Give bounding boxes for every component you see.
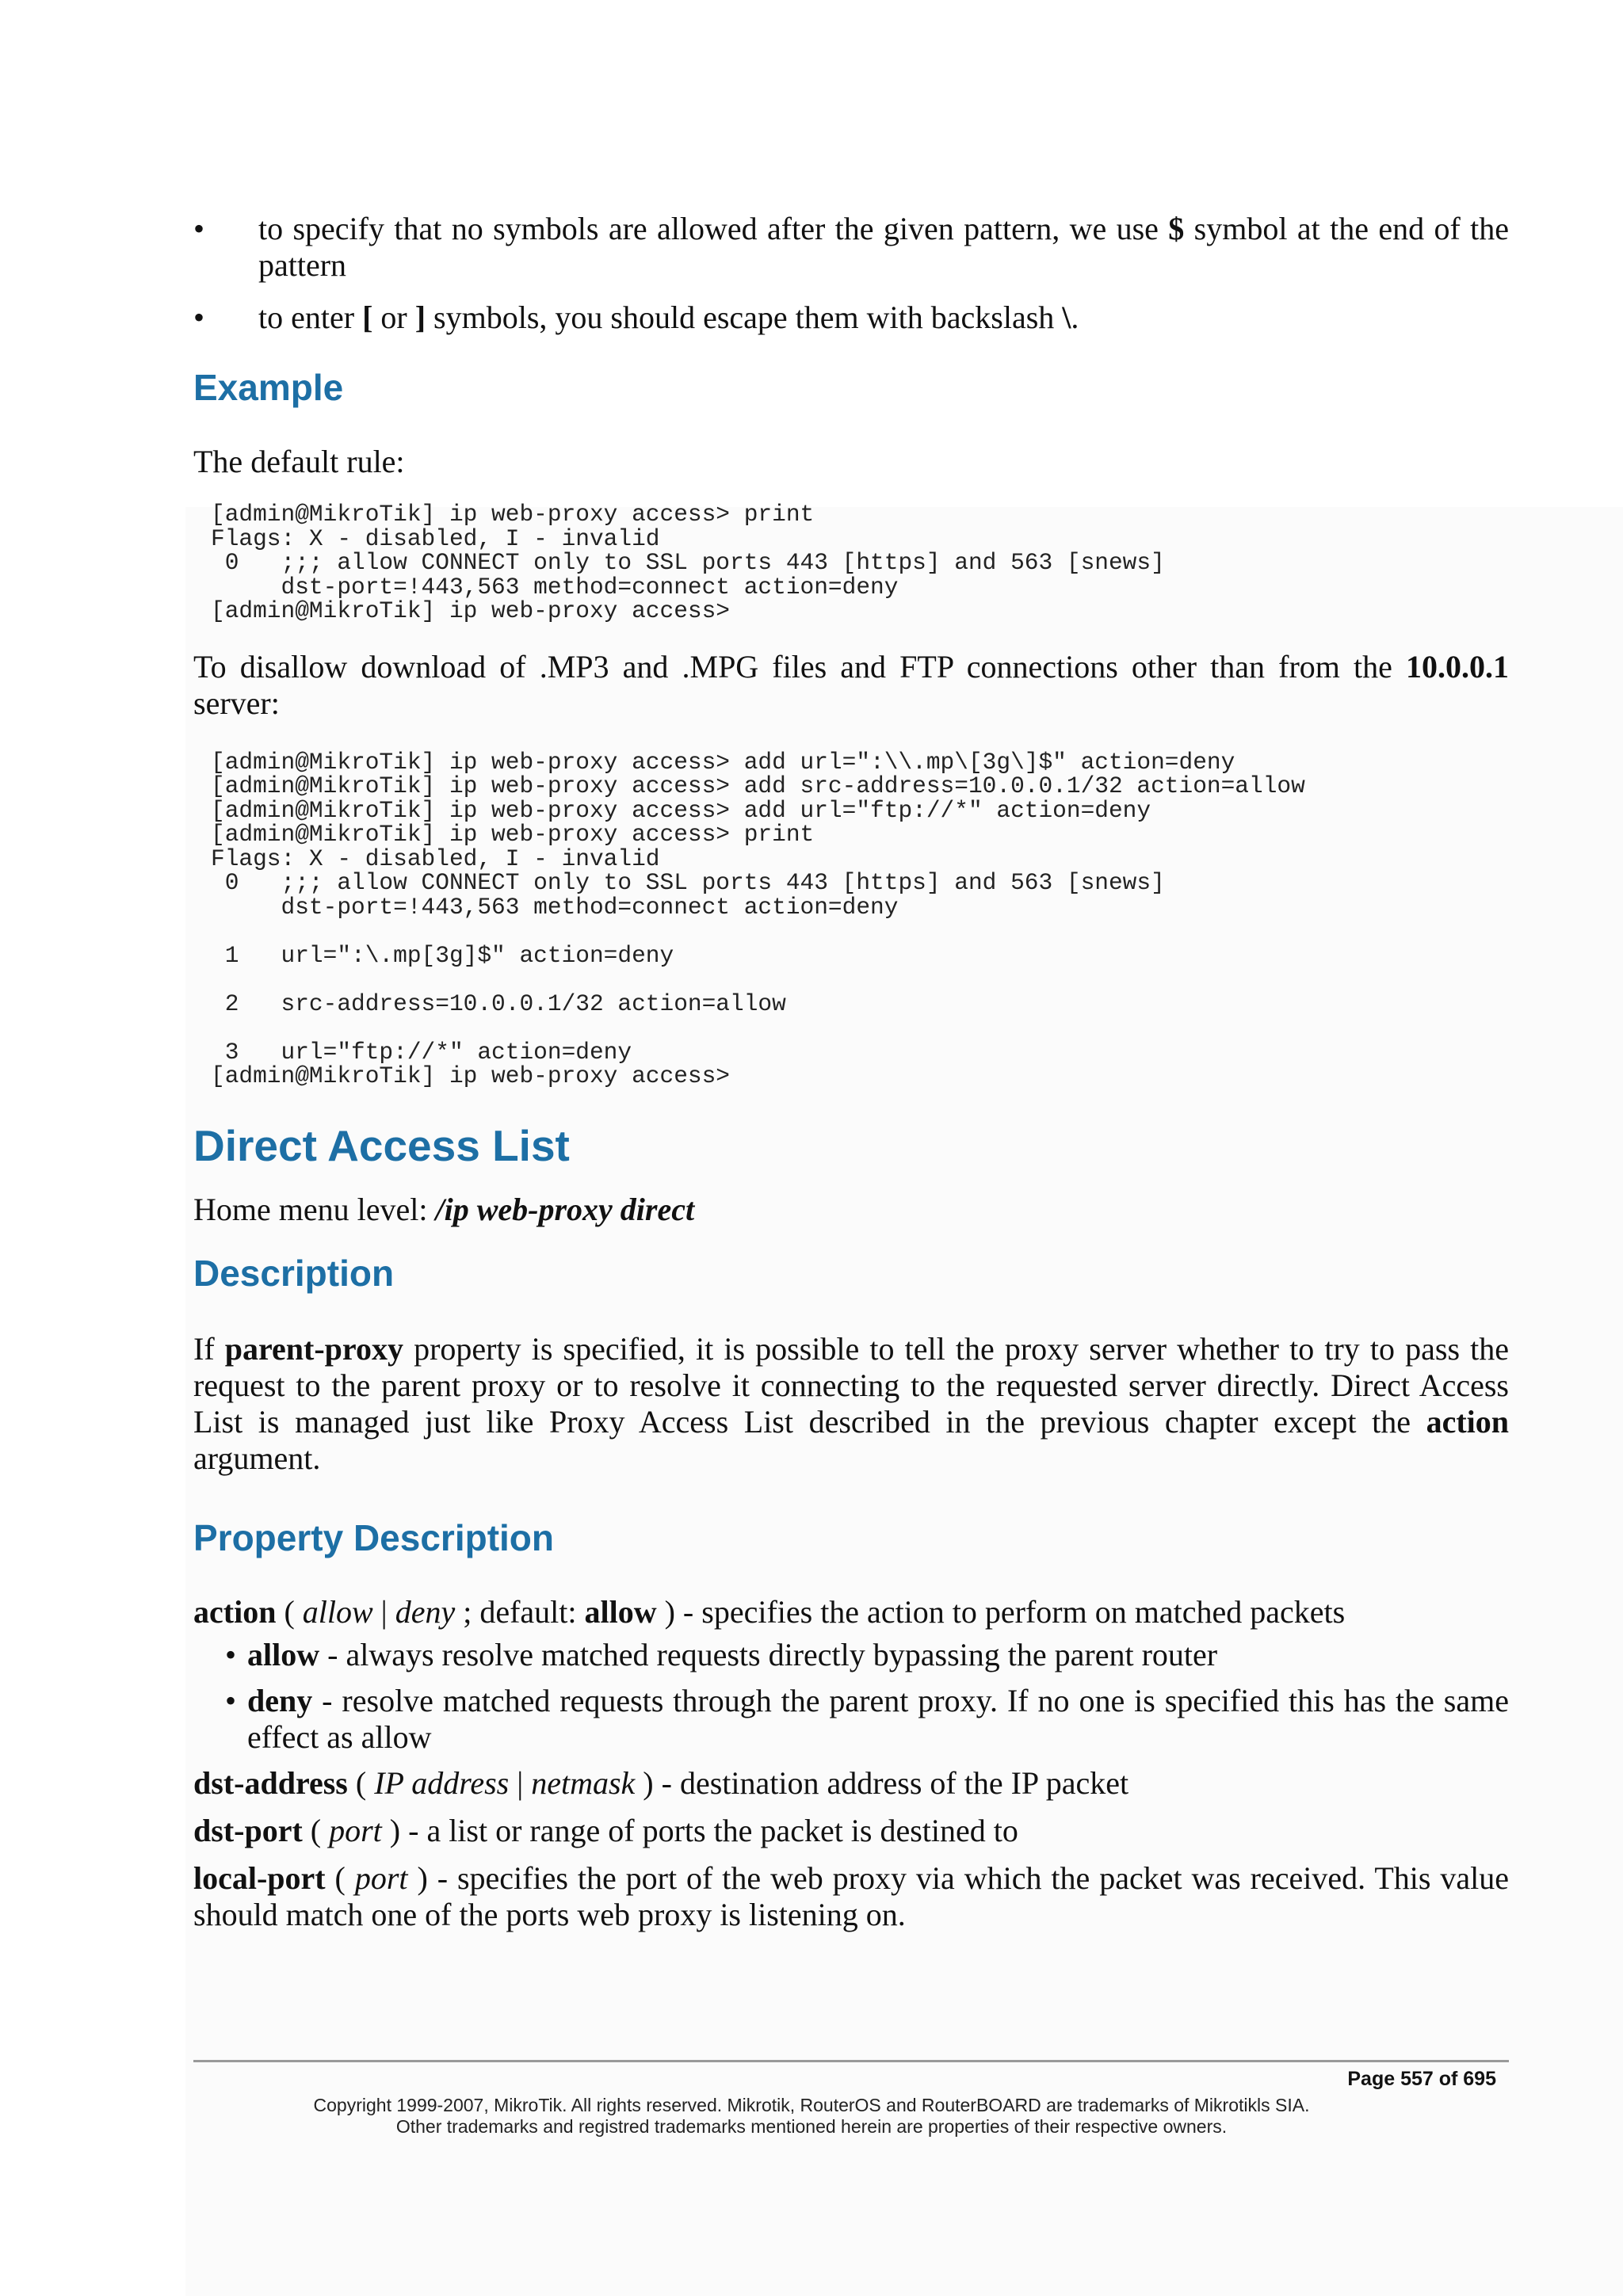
property-description-heading: Property Description [193, 1516, 554, 1558]
property-local-port: local-port ( port ) - specifies the port of the web proxy via which the packet was received. This value should match one of the ports web proxy is listening on. [193, 1859, 1510, 1932]
default-rule-label: The default rule: [193, 444, 405, 479]
property-dst-address: dst-address ( IP address | netmask ) - destination address of the IP packet [193, 1764, 1129, 1801]
disallow-paragraph: To disallow download of .MP3 and .MPG files and FTP connections other than from the 10.0.0.1 server: [193, 648, 1509, 721]
document-body [193, 211, 1509, 1933]
home-menu-level: Home menu level: /ip web-proxy direct [193, 1191, 695, 1227]
pattern-rules-list [193, 211, 1509, 336]
page-number: Page 557 of 695 [1347, 2068, 1496, 2090]
trademark-line: Other trademarks and registred trademarks mentioned herein are properties of their respective owners. [395, 2116, 1228, 2137]
action-option-allow: • allow - always resolve matched requests directly bypassing the parent router [225, 1636, 1218, 1672]
action-option-deny: • deny - resolve matched requests through the parent proxy. If no one is specified this has the same effect as allow [225, 1682, 1509, 1755]
copyright-line: Copyright 1999-2007, MikroTik. All rights reserved. Mikrotik, RouterOS and RouterBOARD are trademarks of Mikrotikls SIA. [313, 2095, 1310, 2115]
code-block-disallow: [admin@MikroTik] ip web-proxy access> add url=":\\.mp\[3g\]$" action=deny [admin@MikroTik] ip web-proxy access> add src-address=10.0.0.1/32 action=allow [admin@MikroTik] ip web-proxy access> add url="ftp://*" action=deny [admin@MikroTik] ip web-proxy access> print Flags: X - disabled, I - invalid 0 ;;; allow CONNECT only to SSL ports 443 [https] and 563 [snews] dst-port=!443,563 method=connect action=deny 1 url=":\.mp[3g]$" action=deny 2 src-address=10.0.0.1/32 action=allow 3 url="ftp://*" action=deny [admin@MikroTik] ip web-proxy access> [211, 748, 1305, 1089]
property-dst-port: dst-port ( port ) - a list or range of ports the packet is destined to [193, 1812, 1018, 1848]
code-block-default-rule: [admin@MikroTik] ip web-proxy access> print Flags: X - disabled, I - invalid 0 ;;; allow CONNECT only to SSL ports 443 [https] and 563 [snews] dst-port=!443,563 method=connect action=deny [admin@MikroTik] ip web-proxy access> [211, 501, 1165, 624]
bullet-icon: • [193, 211, 205, 246]
direct-access-list-heading: Direct Access List [193, 1120, 570, 1170]
bullet-icon: • [225, 1682, 237, 1718]
list-item: • to specify that no symbols are allowed after the given pattern, we use $ symbol at the end of the pattern [193, 211, 1510, 283]
bullet-icon: • [193, 299, 205, 335]
menu-path: /ip web-proxy direct [435, 1191, 695, 1227]
description-paragraph: If parent-proxy property is specified, it is possible to tell the proxy server whether to try to pass the request to the parent proxy or to resolve it connecting to the requested server directly. Direct Access List is managed just like Proxy Access List described in the previous chapter except the action argument. [193, 1330, 1509, 1476]
property-action: action ( allow | deny ; default: allow ) - specifies the action to perform on matched packets [193, 1593, 1346, 1630]
example-heading: Example [193, 367, 344, 408]
bullet-icon: • [225, 1636, 237, 1672]
footer-divider [193, 2060, 1509, 2062]
list-item: • to enter [ or ] symbols, you should escape them with backslash \. [193, 299, 1079, 335]
description-heading: Description [193, 1252, 395, 1294]
